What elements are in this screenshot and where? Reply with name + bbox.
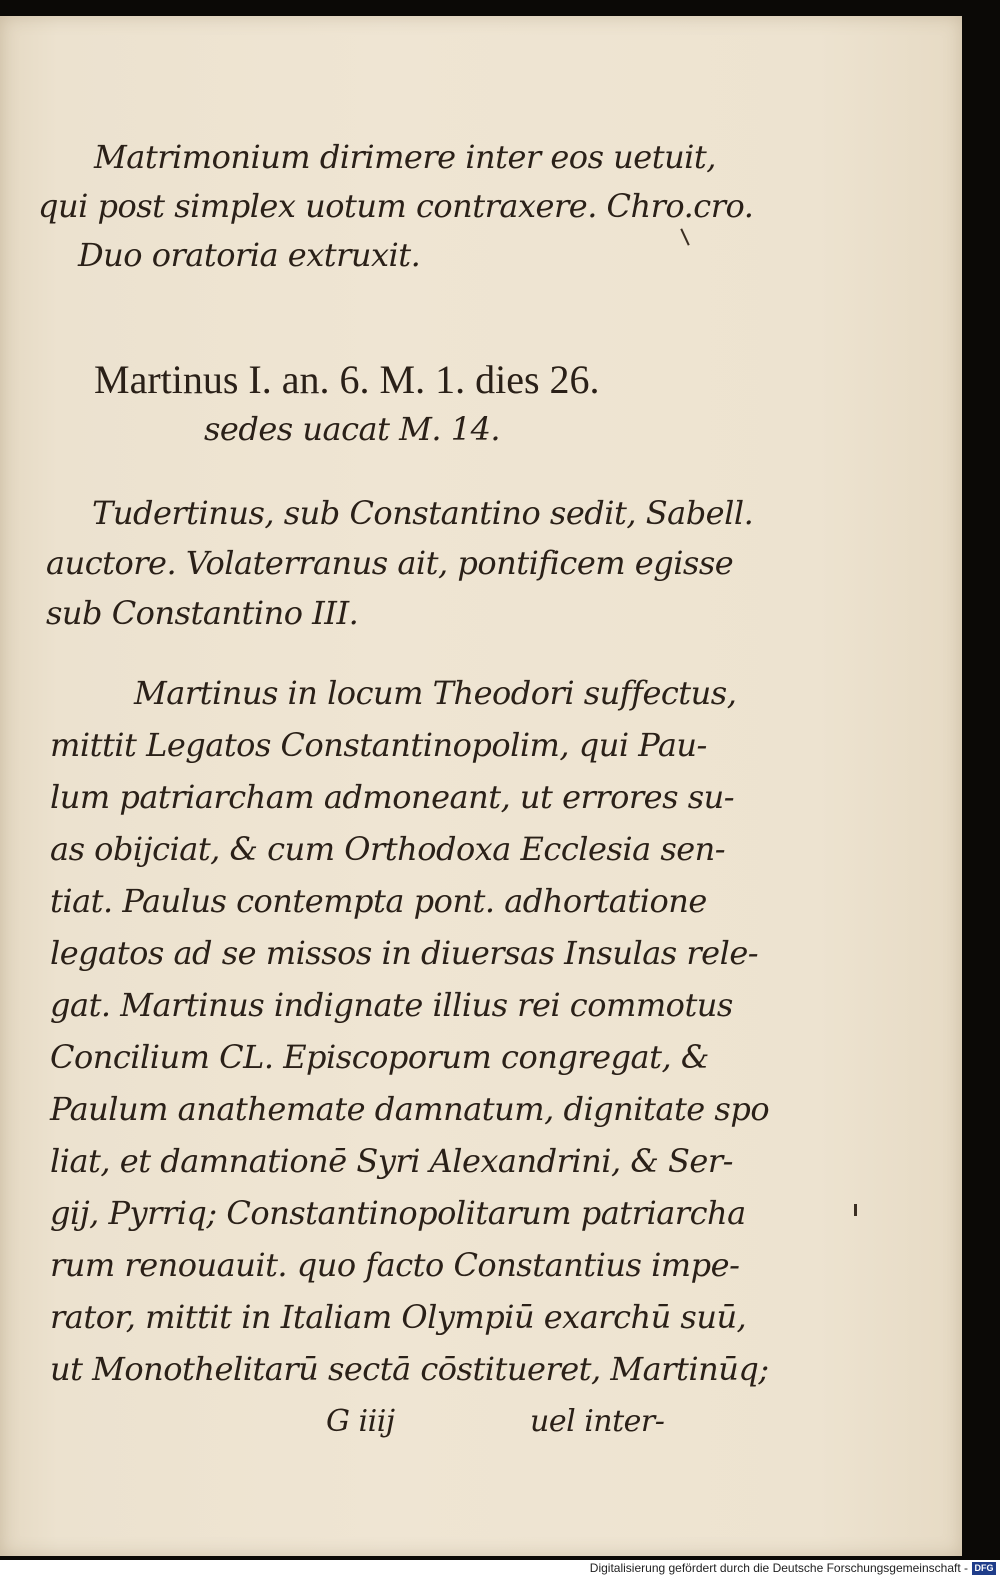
digitization-footer [0,1560,1000,1578]
paragraph-2-line-3: sub Constantino III. [46,594,359,632]
dfg-logo: DFG [972,1562,996,1575]
pope-subheading: sedes uacat M. 14. [204,410,501,448]
paragraph-3-line-14: ut Monothelitarū sectā cōstitueret, Martinūq; [50,1350,769,1388]
paragraph-3-line-9: Paulum anathemate damnatum, dignitate spo [50,1090,770,1128]
funding-notice: Digitalisierung gefördert durch die Deutsche Forschungsgemeinschaft - [589,1561,968,1575]
catchword: uel inter- [530,1404,665,1439]
paragraph-1-line-1: Matrimonium dirimere inter eos uetuit, [94,138,716,176]
paragraph-3-line-11: gij, Pyrriq; Constantinopolitarum patriarcha [50,1194,746,1232]
paragraph-3-line-5: tiat. Paulus contempta pont. adhortatione [50,882,707,920]
paragraph-3-line-13: rator, mittit in Italiam Olympiū exarchū suū, [50,1298,747,1336]
paragraph-3-line-12: rum renouauit. quo facto Constantius impe- [50,1246,740,1284]
paragraph-3-line-7: gat. Martinus indignate illius rei commotus [50,986,733,1024]
paragraph-2-line-1: Tudertinus, sub Constantino sedit, Sabell. [92,494,754,532]
paragraph-3-line-10: liat, et damnationē Syri Alexandrini, & Ser- [50,1142,733,1180]
page-speck [680,228,689,245]
signature-mark: G iiij [326,1404,395,1439]
paragraph-3-line-3: lum patriarcham admoneant, ut errores su- [50,778,735,816]
pope-heading: Martinus I. an. 6. M. 1. dies 26. [94,357,600,402]
paragraph-1-line-2: qui post simplex uotum contraxere. Chro.cro. [38,187,754,225]
book-page [0,16,962,1556]
paragraph-3-line-1: Martinus in locum Theodori suffectus, [134,674,737,712]
paragraph-3-line-2: mittit Legatos Constantinopolim, qui Pau- [50,726,707,764]
paragraph-1-line-3: Duo oratoria extruxit. [78,236,421,274]
paragraph-2-line-2: auctore. Volaterranus ait, pontificem egisse [46,544,734,582]
paragraph-3-line-4: as obijciat, & cum Orthodoxa Ecclesia sen- [50,830,726,868]
paragraph-3-line-6: legatos ad se missos in diuersas Insulas rele- [50,934,759,972]
page-speck [854,1204,857,1216]
paragraph-3-line-8: Concilium CL. Episcoporum congregat, & [50,1038,709,1076]
